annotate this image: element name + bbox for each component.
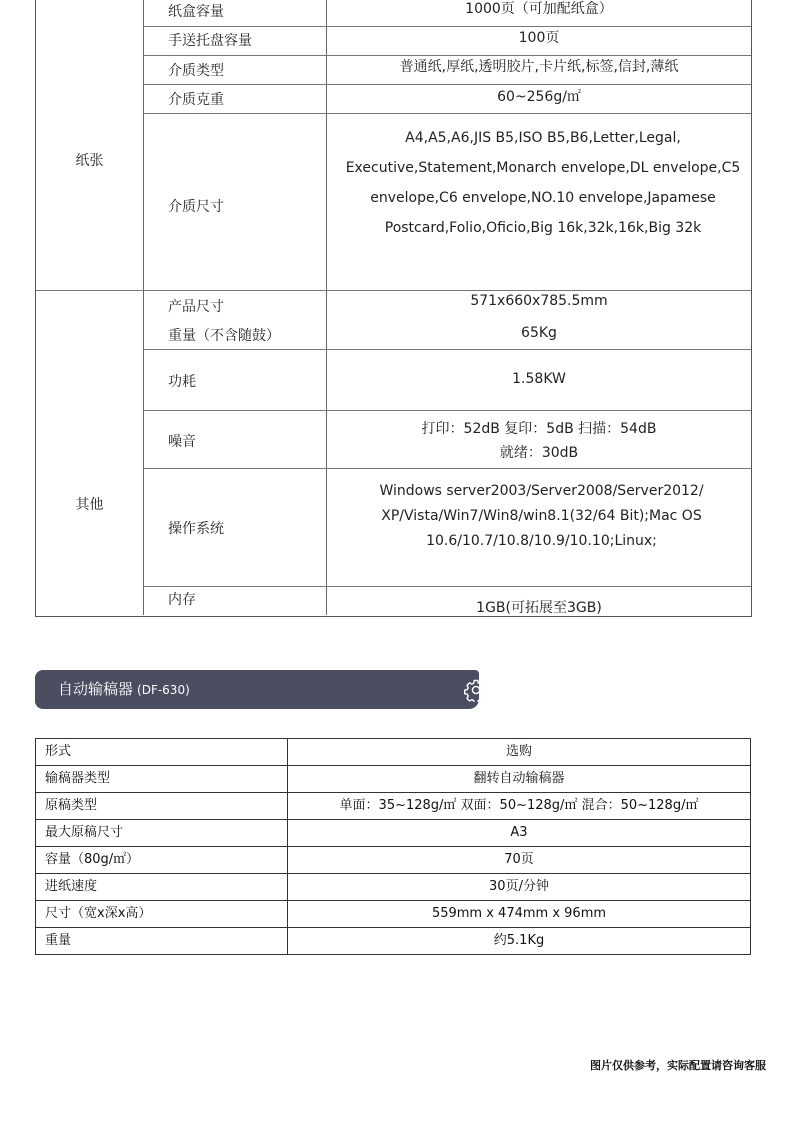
- row-value: 70页: [288, 847, 751, 874]
- row-value: 571x660x785.5mm: [470, 293, 608, 309]
- row-label: 介质类型: [168, 63, 224, 79]
- row-value: Windows server2003/Server2008/Server2012/ XP/Vista/Win7/Win8/win8.1(32/64 Bit);Mac OS 10.6/10.7/10.8/10.9/10.10;Linux;: [379, 483, 704, 549]
- row-value: A4,A5,A6,JIS B5,ISO B5,B6,Letter,Legal, Executive,Statement,Monarch envelope,DL envelope,C5 envelope,C6 envelope,NO.10 envelope,Japamese Postcard,Folio,Oficio,Big 16k,32k,16k,Big 32k: [345, 130, 741, 236]
- section-title: [58, 679, 190, 700]
- grid-line: [143, 26, 751, 27]
- row-label: 原稿类型: [36, 793, 288, 820]
- row-value: 单面：35~128g/㎡ 双面：50~128g/㎡ 混合：50~128g/㎡: [288, 793, 751, 820]
- section-banner: [35, 670, 479, 709]
- row-label: 操作系统: [168, 521, 224, 537]
- category-other: 其他: [75, 497, 104, 513]
- spec-table: [35, 0, 752, 617]
- row-label: 介质克重: [168, 92, 224, 108]
- grid-line: [143, 468, 751, 469]
- grid-line: [143, 113, 751, 114]
- grid-line: [143, 410, 751, 411]
- grid-line: [143, 0, 144, 615]
- grid-line: [143, 586, 751, 587]
- table-row: [36, 928, 751, 955]
- table-row: [36, 793, 751, 820]
- row-value: 约5.1Kg: [288, 928, 751, 955]
- row-value: 选购: [288, 739, 751, 766]
- row-label: 尺寸（宽x深x高）: [36, 901, 288, 928]
- row-label: 输稿器类型: [36, 766, 288, 793]
- row-value: 1.58KW: [512, 371, 566, 387]
- row-label: 形式: [36, 739, 288, 766]
- footer-note: 图片仅供参考，实际配置请咨询客服: [590, 1059, 766, 1072]
- row-label: 介质尺寸: [168, 199, 224, 215]
- row-value: 65Kg: [521, 325, 557, 341]
- row-value: 559mm x 474mm x 96mm: [288, 901, 751, 928]
- row-label: 容量（80g/㎡）: [36, 847, 288, 874]
- row-label: 重量: [36, 928, 288, 955]
- table-row: [36, 820, 751, 847]
- table-row: [36, 901, 751, 928]
- row-value: 60~256g/㎡: [497, 89, 581, 105]
- row-value: 30页/分钟: [288, 874, 751, 901]
- row-value: A3: [288, 820, 751, 847]
- grid-line: [143, 349, 751, 350]
- row-label: 最大原稿尺寸: [36, 820, 288, 847]
- row-label: 进纸速度: [36, 874, 288, 901]
- table-row: [36, 874, 751, 901]
- category-paper: 纸张: [75, 153, 104, 169]
- row-value: 打印：52dB 复印：5dB 扫描：54dB: [421, 421, 657, 437]
- table-row: [36, 847, 751, 874]
- row-label: 内存: [168, 592, 196, 608]
- row-label: 重量（不含随鼓）: [168, 328, 280, 344]
- row-value-line2: 就绪：30dB: [499, 445, 579, 461]
- section-model: (DF-630): [137, 683, 190, 697]
- row-value: 1000页（可加配纸盒）: [465, 1, 613, 17]
- row-value: 普通纸,厚纸,透明胶片,卡片纸,标签,信封,薄纸: [399, 59, 679, 75]
- row-label: 纸盒容量: [168, 4, 224, 20]
- gear-icon: [464, 678, 488, 702]
- row-label: 功耗: [168, 374, 196, 390]
- row-label: 手送托盘容量: [168, 33, 252, 49]
- table-row: [36, 766, 751, 793]
- row-value: 1GB(可拓展至3GB): [476, 600, 602, 616]
- row-label: 噪音: [168, 434, 196, 450]
- grid-line: [143, 84, 751, 85]
- grid-line: [143, 55, 751, 56]
- row-value: 100页: [518, 30, 560, 46]
- row-value: 翻转自动输稿器: [288, 766, 751, 793]
- section-title-text: 自动输稿器: [58, 680, 134, 698]
- adf-spec-table: [35, 738, 751, 955]
- row-label: 产品尺寸: [168, 299, 224, 315]
- table-row: [36, 739, 751, 766]
